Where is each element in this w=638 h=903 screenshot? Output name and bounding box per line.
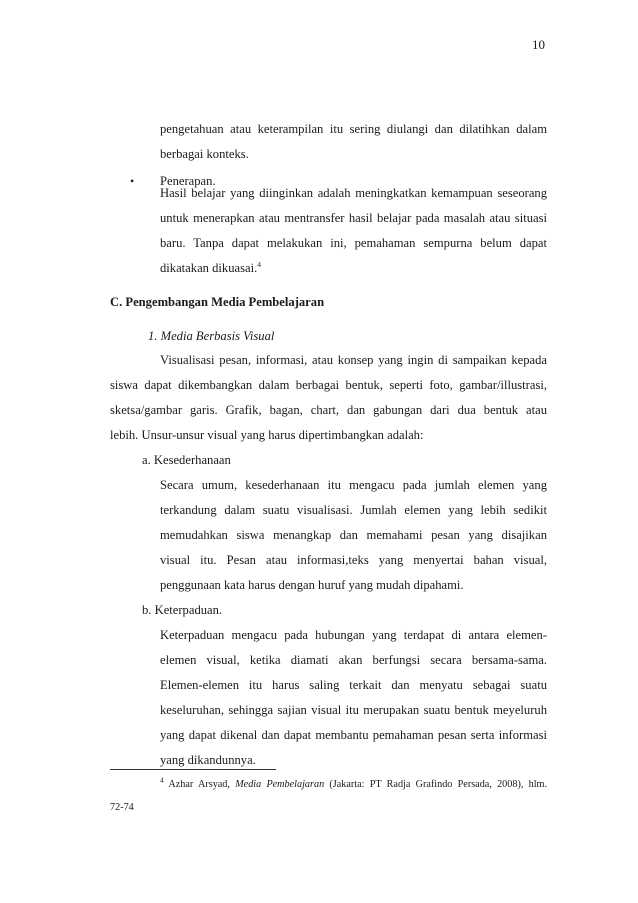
penerapan-line: baru. Tanpa dapat melakukan ini, pemahaman sempurna belum dapat [160,236,547,250]
item-a-line: Secara umum, kesederhanaan itu mengacu pada jumlah elemen yang [160,478,547,492]
item-a-line: penggunaan kata harus dengan huruf yang mudah dipahami. [160,578,464,592]
penerapan-line [160,261,261,276]
item-b-line: keseluruhan, sehingga sajian visual itu merupakan suatu bentuk meyeluruh [160,703,547,717]
penerapan-title: Penerapan. [160,174,216,188]
penerapan-line: untuk menerapkan atau mentransfer hasil belajar pada masalah atau situasi [160,211,547,225]
intro-line: berbagai konteks. [160,147,249,161]
paragraph-line: sketsa/gambar garis. Grafik, bagan, chart, dan gabungan dari dua bentuk atau [110,403,547,417]
paragraph-line: lebih. Unsur-unsur visual yang harus dipertimbangkan adalah: [110,428,424,442]
footnote-divider [110,769,276,770]
item-b-label: b. Keterpaduan. [142,603,223,617]
bullet-icon: • [130,174,135,188]
footnote-rest: (Jakarta: PT Radja Grafindo Persada, 2008), hlm. [329,779,548,790]
item-a-line: memudahkan siswa menangkap dan memahami pesan yang disajikan [160,528,547,542]
paragraph-line: Visualisasi pesan, informasi, atau konsep yang ingin di sampaikan kepada [160,353,547,367]
paragraph-line: siswa dapat dikembangkan dalam berbagai bentuk, seperti foto, gambar/illustrasi, [110,378,547,392]
item-b-line: yang dikandunnya. [160,753,256,767]
penerapan-line: Hasil belajar yang diinginkan adalah meningkatkan kemampuan seseorang [160,186,547,200]
page-number: 10 [532,37,545,52]
item-a-label: a. Kesederhanaan [142,453,231,467]
footnote-pages: 72-74 [110,802,134,813]
item-a-line: visual itu. Pesan atau informasi,teks yang menyertai bahan visual, [160,553,547,567]
item-b-line: elemen visual, ketika diamati akan berfungsi secara bersama-sama. [160,653,547,667]
footnote-author: Azhar Arsyad, [168,779,230,790]
subsection-heading: 1. Media Berbasis Visual [148,329,275,343]
section-heading: C. Pengembangan Media Pembelajaran [110,295,325,309]
footnote-title: Media Pembelajaran [235,779,325,790]
footnote-ref: 4 [257,259,261,269]
item-b-line: yang dapat dikenal dan dapat membantu pemahaman pesan serta informasi [160,728,547,742]
penerapan-last-text: dikatakan dikuasai. [160,261,258,275]
footnote-number: 4 [160,775,164,785]
item-b-line: Elemen-elemen itu harus saling terkait dan menyatu sebagai suatu [160,678,547,692]
intro-line: pengetahuan atau keterampilan itu sering diulangi dan dilatihkan dalam [160,122,547,136]
footnote-line [160,775,548,790]
item-b-line: Keterpaduan mengacu pada hubungan yang terdapat di antara elemen- [160,628,547,642]
item-a-line: terkandung dalam suatu visualisasi. Jumlah elemen yang lebih sedikit [160,503,547,517]
